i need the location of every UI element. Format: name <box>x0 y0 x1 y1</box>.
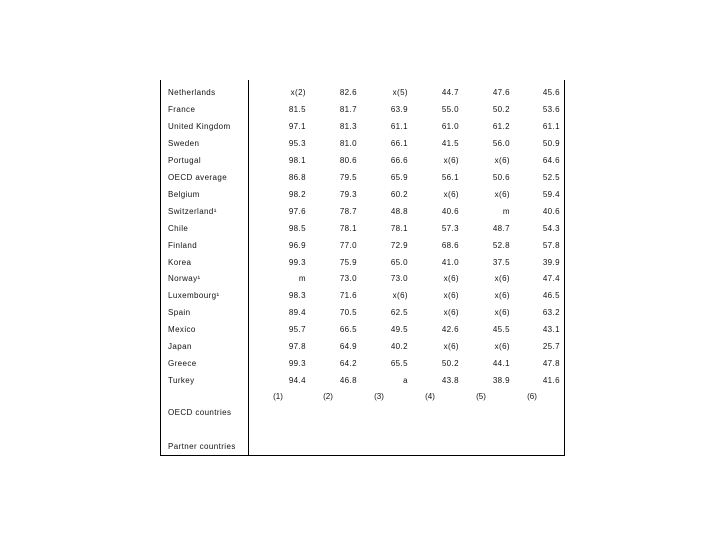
table-row <box>161 287 564 304</box>
value-cell: 98.3 <box>288 291 306 301</box>
value-cell: 89.4 <box>288 308 306 318</box>
value-cell: 41.5 <box>441 138 459 148</box>
table-row <box>161 135 564 152</box>
value-cell: 96.9 <box>288 240 306 250</box>
value-cell: 75.9 <box>339 257 357 267</box>
value-cell: 81.0 <box>339 138 357 148</box>
table-row <box>161 304 564 321</box>
value-cell: 54.3 <box>542 223 560 233</box>
value-cell: 63.9 <box>390 104 408 114</box>
table-row <box>161 203 564 220</box>
value-cell: 42.6 <box>441 325 459 335</box>
table-row <box>161 338 564 355</box>
value-cell: 53.6 <box>542 104 560 114</box>
value-cell: x(6) <box>443 189 459 199</box>
country-name: Mexico <box>168 325 196 335</box>
value-cell: 40.6 <box>542 206 560 216</box>
value-cell: 57.3 <box>441 223 459 233</box>
value-cell: 81.7 <box>339 104 357 114</box>
value-cell: 99.3 <box>288 257 306 267</box>
value-cell: 50.6 <box>492 172 510 182</box>
value-cell: 44.7 <box>441 88 459 97</box>
value-cell: 47.8 <box>542 359 560 369</box>
value-cell: 55.0 <box>441 104 459 114</box>
value-cell: 79.5 <box>339 172 357 182</box>
value-cell: 44.1 <box>492 359 510 369</box>
value-cell: 95.7 <box>288 325 306 335</box>
value-cell: 65.5 <box>390 359 408 369</box>
table-row <box>161 372 564 389</box>
column-number: (3) <box>374 392 384 401</box>
value-cell: 50.9 <box>542 138 560 148</box>
column-number-row <box>161 388 564 405</box>
value-cell: 98.1 <box>288 155 306 165</box>
value-cell: 57.8 <box>542 240 560 250</box>
table-row <box>161 270 564 287</box>
column-number: (2) <box>323 392 333 401</box>
value-cell: 66.6 <box>390 155 408 165</box>
value-cell: 71.6 <box>339 291 357 301</box>
table-row <box>161 84 564 101</box>
value-cell: 82.6 <box>339 88 357 97</box>
value-cell: x(6) <box>443 291 459 301</box>
value-cell: x(6) <box>443 274 459 284</box>
value-cell: 62.5 <box>390 308 408 318</box>
oecd-countries-label: OECD countries <box>168 408 232 417</box>
value-cell: 77.0 <box>339 240 357 250</box>
value-cell: 99.3 <box>288 359 306 369</box>
value-cell: 94.4 <box>288 376 306 386</box>
value-cell: 78.1 <box>339 223 357 233</box>
country-name: Portugal <box>168 155 201 165</box>
value-cell: 78.7 <box>339 206 357 216</box>
value-cell: 46.5 <box>542 291 560 301</box>
value-cell: m <box>298 274 306 284</box>
value-cell: x(6) <box>494 342 510 352</box>
value-cell: 61.0 <box>441 121 459 131</box>
value-cell: 65.0 <box>390 257 408 267</box>
value-cell: 98.5 <box>288 223 306 233</box>
value-cell: 37.5 <box>492 257 510 267</box>
value-cell: 38.9 <box>492 376 510 386</box>
value-cell: 97.1 <box>288 121 306 131</box>
value-cell: 49.5 <box>390 325 408 335</box>
value-cell: 66.1 <box>390 138 408 148</box>
column-number: (1) <box>273 392 283 401</box>
table-row <box>161 186 564 203</box>
value-cell: 61.1 <box>542 121 560 131</box>
value-cell: 45.5 <box>492 325 510 335</box>
country-name: Finland <box>168 240 198 250</box>
value-cell: 59.4 <box>542 189 560 199</box>
table-row <box>161 101 564 118</box>
value-cell: 97.6 <box>288 206 306 216</box>
value-cell: 39.9 <box>542 257 560 267</box>
value-cell: 70.5 <box>339 308 357 318</box>
country-name: Turkey <box>168 376 195 386</box>
column-number: (4) <box>425 392 435 401</box>
table-row <box>161 321 564 338</box>
data-table <box>160 80 565 456</box>
table-row <box>161 118 564 135</box>
value-cell: 47.4 <box>542 274 560 284</box>
value-cell: 25.7 <box>542 342 560 352</box>
value-cell: 78.1 <box>390 223 408 233</box>
value-cell: 81.5 <box>288 104 306 114</box>
value-cell: 80.6 <box>339 155 357 165</box>
country-name: OECD average <box>168 172 228 182</box>
value-cell: 48.7 <box>492 223 510 233</box>
value-cell: 40.2 <box>390 342 408 352</box>
value-cell: 52.5 <box>542 172 560 182</box>
country-name: Greece <box>168 359 197 369</box>
value-cell: 41.6 <box>542 376 560 386</box>
country-name: Luxembourg¹ <box>168 291 220 301</box>
value-cell: a <box>403 376 408 386</box>
value-cell: 64.2 <box>339 359 357 369</box>
country-name: Belgium <box>168 189 200 199</box>
country-name: Norway¹ <box>168 274 201 284</box>
table-row <box>161 220 564 237</box>
table-row <box>161 152 564 169</box>
value-cell: x(6) <box>392 291 408 301</box>
value-cell: 73.0 <box>339 274 357 284</box>
value-cell: 61.1 <box>390 121 408 131</box>
column-number: (6) <box>527 392 537 401</box>
value-cell: 41.0 <box>441 257 459 267</box>
value-cell: m <box>502 206 510 216</box>
country-name: Spain <box>168 308 191 318</box>
value-cell: x(6) <box>494 189 510 199</box>
value-cell: x(5) <box>392 88 408 97</box>
country-name: France <box>168 104 196 114</box>
value-cell: 97.8 <box>288 342 306 352</box>
table-row <box>161 169 564 186</box>
value-cell: x(6) <box>494 308 510 318</box>
value-cell: x(2) <box>290 88 306 97</box>
value-cell: 95.3 <box>288 138 306 148</box>
value-cell: 61.2 <box>492 121 510 131</box>
country-name: United Kingdom <box>168 121 231 131</box>
value-cell: 86.8 <box>288 172 306 182</box>
value-cell: x(6) <box>494 291 510 301</box>
value-cell: 81.3 <box>339 121 357 131</box>
value-cell: x(6) <box>494 155 510 165</box>
value-cell: x(6) <box>443 342 459 352</box>
value-cell: 64.6 <box>542 155 560 165</box>
table-row <box>161 355 564 372</box>
value-cell: 46.8 <box>339 376 357 386</box>
value-cell: 52.8 <box>492 240 510 250</box>
value-cell: 40.6 <box>441 206 459 216</box>
value-cell: 47.6 <box>492 88 510 97</box>
value-cell: 45.6 <box>542 88 560 97</box>
country-name: Switzerland¹ <box>168 206 217 216</box>
value-cell: 43.8 <box>441 376 459 386</box>
value-cell: x(6) <box>494 274 510 284</box>
table-row <box>161 254 564 271</box>
value-cell: 66.5 <box>339 325 357 335</box>
country-name: Korea <box>168 257 192 267</box>
value-cell: 56.1 <box>441 172 459 182</box>
value-cell: 50.2 <box>492 104 510 114</box>
value-cell: 60.2 <box>390 189 408 199</box>
value-cell: 73.0 <box>390 274 408 284</box>
value-cell: x(6) <box>443 155 459 165</box>
country-name: Japan <box>168 342 192 352</box>
value-cell: 48.8 <box>390 206 408 216</box>
value-cell: 50.2 <box>441 359 459 369</box>
value-cell: 98.2 <box>288 189 306 199</box>
value-cell: 68.6 <box>441 240 459 250</box>
country-name: Sweden <box>168 138 200 148</box>
value-cell: x(6) <box>443 308 459 318</box>
value-cell: 79.3 <box>339 189 357 199</box>
value-cell: 56.0 <box>492 138 510 148</box>
value-cell: 63.2 <box>542 308 560 318</box>
table-row <box>161 237 564 254</box>
partner-countries-label: Partner countries <box>168 442 236 451</box>
country-name: Chile <box>168 223 189 233</box>
country-name: Netherlands <box>168 88 216 97</box>
value-cell: 43.1 <box>542 325 560 335</box>
value-cell: 65.9 <box>390 172 408 182</box>
column-number: (5) <box>476 392 486 401</box>
value-cell: 72.9 <box>390 240 408 250</box>
value-cell: 64.9 <box>339 342 357 352</box>
